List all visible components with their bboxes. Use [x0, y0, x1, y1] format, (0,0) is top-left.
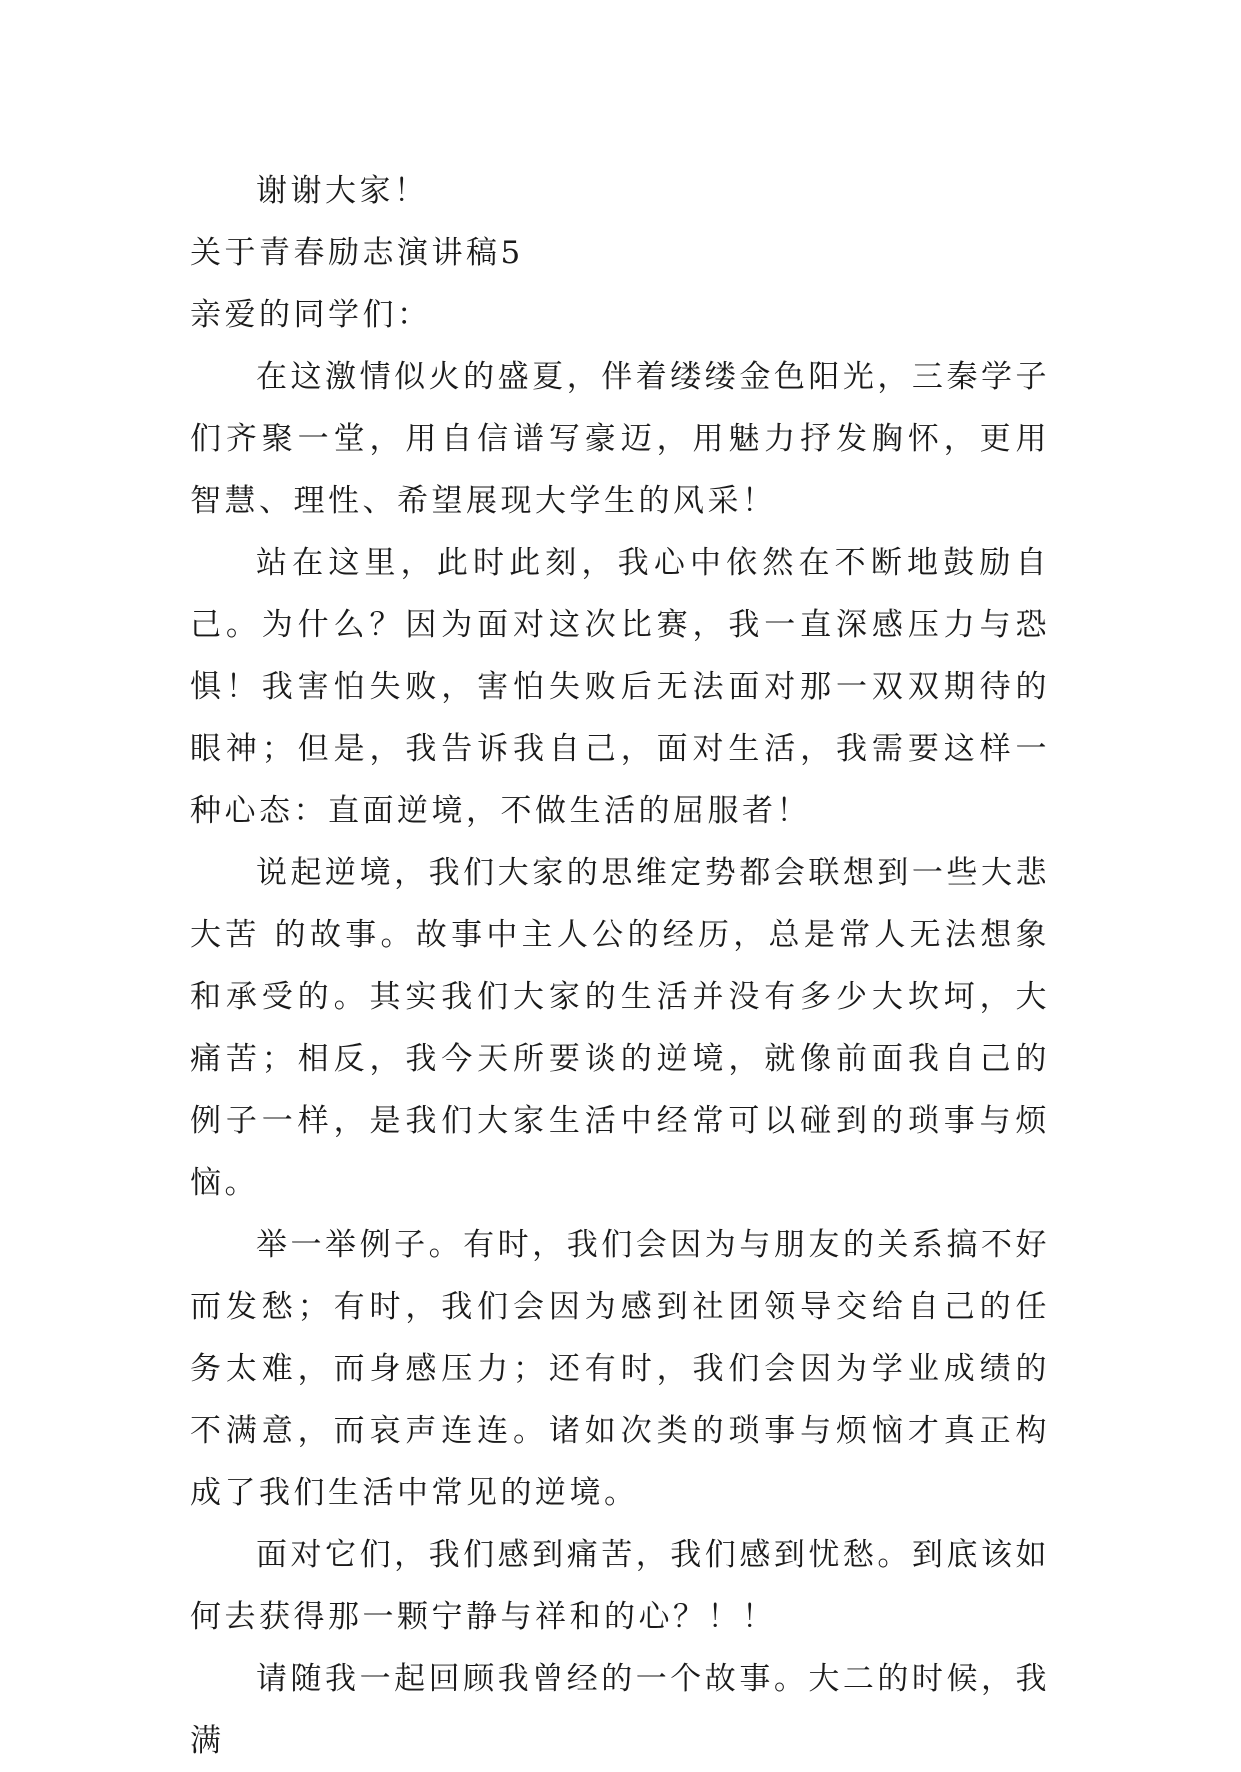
- paragraph: 站在这里，此时此刻，我心中依然在不断地鼓励自己。为什么？因为面对这次比赛，我一直深感压力与恐惧！我害怕失败，害怕失败后无法面对那一双双期待的眼神；但是，我告诉我自己，面对生活，我需要这样一种心态：直面逆境，不做生活的屈服者！: [190, 545, 1050, 829]
- paragraph: 说起逆境，我们大家的思维定势都会联想到一些大悲大苦 的故事。故事中主人公的经历，总是常人无法想象和承受的。其实我们大家的生活并没有多少大坎坷，大痛苦；相反，我今天所要谈的逆境，就像前面我自己的例子一样，是我们大家生活中经常可以碰到的琐事与烦恼。: [190, 855, 1050, 1201]
- paragraph: 面对它们，我们感到痛苦，我们感到忧愁。到底该如何去获得那一颗宁静与祥和的心？！！: [190, 1537, 1050, 1635]
- salutation: 亲爱的同学们：: [190, 297, 432, 333]
- paragraph: 举一举例子。有时，我们会因为与朋友的关系搞不好而发愁；有时，我们会因为感到社团领导交给自己的任务太难，而身感压力；还有时，我们会因为学业成绩的不满意，而哀声连连。诸如次类的琐事与烦恼才真正构成了我们生活中常见的逆境。: [190, 1227, 1050, 1511]
- speech-title: 关于青春励志演讲稿5: [190, 235, 524, 271]
- document-body: [190, 160, 1050, 1772]
- paragraph: 请随我一起回顾我曾经的一个故事。大二的时候，我满: [190, 1661, 1050, 1759]
- paragraph: 在这激情似火的盛夏，伴着缕缕金色阳光，三秦学子们齐聚一堂，用自信谱写豪迈，用魅力抒发胸怀，更用智慧、理性、希望展现大学生的风采！: [190, 359, 1050, 519]
- closing-line: 谢谢大家！: [256, 173, 429, 209]
